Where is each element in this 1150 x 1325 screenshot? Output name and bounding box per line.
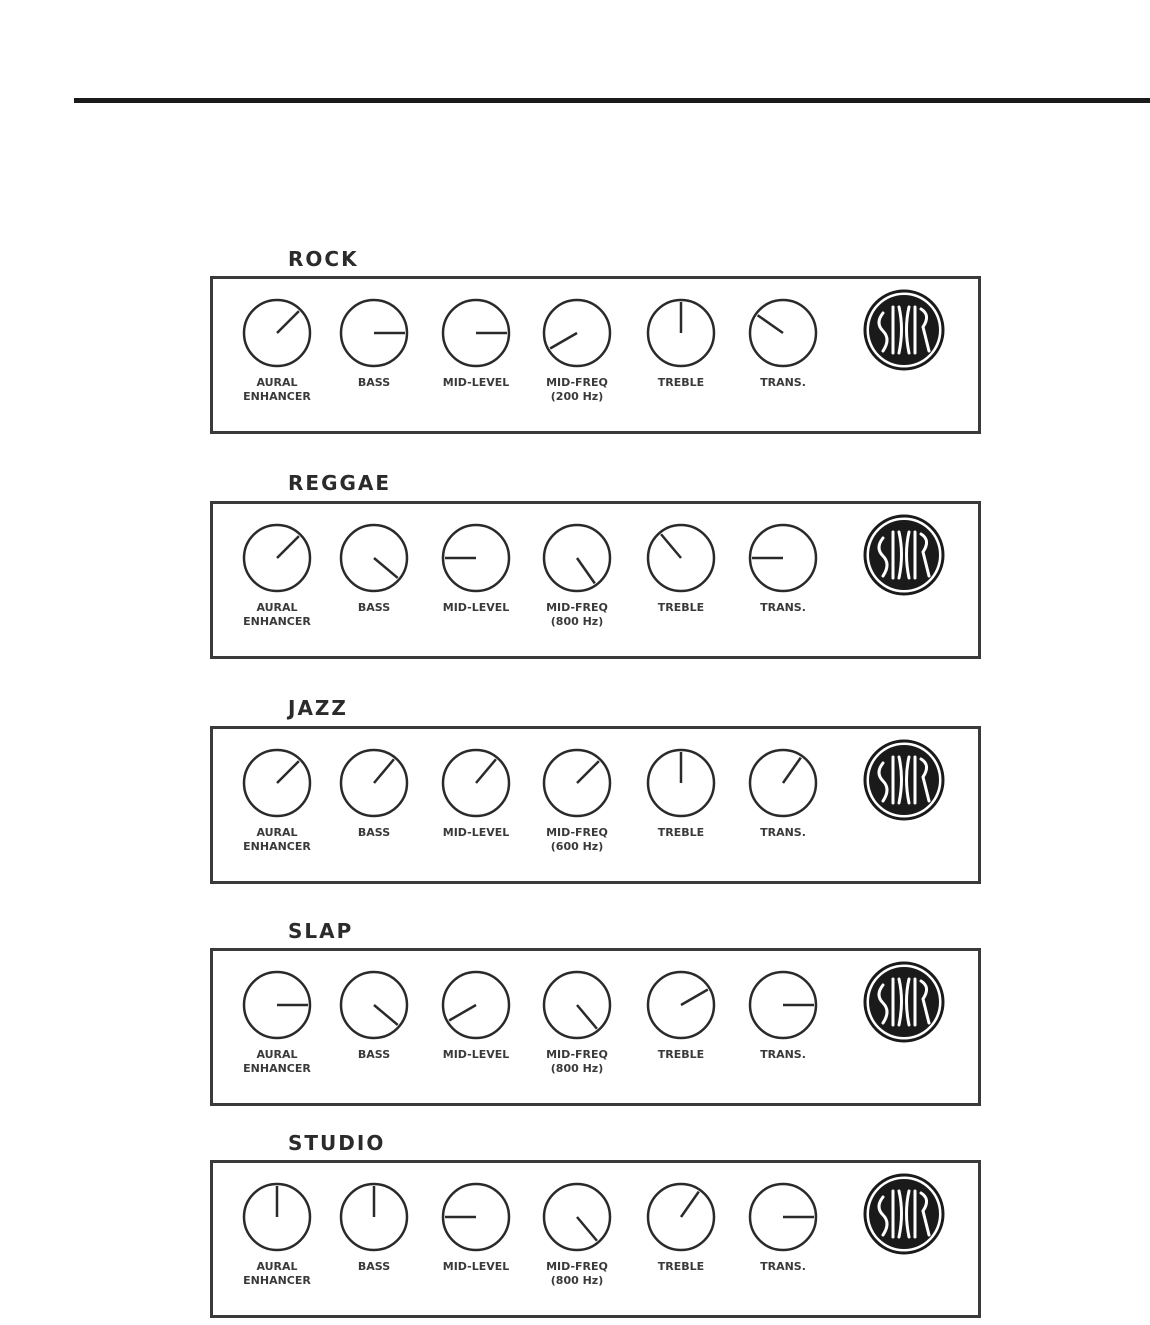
knob: [338, 297, 410, 369]
knob-label: [222, 1048, 332, 1076]
knob-label-line1: MID-LEVEL: [442, 1260, 510, 1273]
knob-label: [222, 376, 332, 404]
knob-label-line1: MID-FREQ: [546, 826, 608, 839]
knob-label-line2: ENHANCER: [243, 1062, 311, 1075]
knob-label: [319, 1048, 429, 1062]
knob-label-line2: ENHANCER: [243, 1274, 311, 1287]
knob-label-line1: TREBLE: [657, 601, 705, 614]
knob-label-line2: ENHANCER: [243, 390, 311, 403]
knob-label-line1: MID-FREQ: [546, 1048, 608, 1061]
preset-title: ROCK: [288, 247, 359, 271]
top-rule: [74, 98, 1150, 103]
knob-label-line1: TRANS.: [760, 1260, 806, 1273]
knob-label: [728, 601, 838, 615]
swr-logo: [863, 1173, 945, 1255]
knob: [645, 1181, 717, 1253]
knob: [541, 969, 613, 1041]
knob-label: [728, 826, 838, 840]
knob: [747, 297, 819, 369]
knob-label: [222, 601, 332, 629]
knob-label-line1: BASS: [357, 1048, 391, 1061]
knob: [541, 1181, 613, 1253]
knob-label: [626, 1048, 736, 1062]
preset-title: REGGAE: [288, 471, 392, 495]
knob-label-line1: MID-LEVEL: [442, 1048, 510, 1061]
knob: [338, 1181, 410, 1253]
knob: [440, 747, 512, 819]
knob-label-line1: AURAL: [256, 376, 298, 389]
swr-logo: [863, 289, 945, 371]
knob: [747, 747, 819, 819]
knob-label-line1: MID-FREQ: [546, 1260, 608, 1273]
swr-logo: [863, 961, 945, 1043]
knob: [440, 522, 512, 594]
knob: [440, 1181, 512, 1253]
preset-title: STUDIO: [288, 1131, 386, 1155]
knob-label-line1: AURAL: [256, 1260, 298, 1273]
knob: [645, 297, 717, 369]
knob-label-line1: AURAL: [256, 1048, 298, 1061]
preset-panel: [210, 948, 981, 1106]
knob-label-line2: (600 Hz): [550, 840, 604, 853]
knob-label: [421, 601, 531, 615]
knob: [338, 747, 410, 819]
knob-label-line1: TRANS.: [760, 601, 806, 614]
preset-panel: [210, 1160, 981, 1318]
knob-label: [522, 826, 632, 854]
knob: [645, 747, 717, 819]
knob: [440, 297, 512, 369]
knob-label-line1: TREBLE: [657, 1260, 705, 1273]
knob: [241, 297, 313, 369]
knob-label-line1: BASS: [357, 601, 391, 614]
knob-label: [421, 826, 531, 840]
knob-label: [522, 1048, 632, 1076]
knob-label-line2: (800 Hz): [550, 1274, 604, 1287]
knob-label: [319, 376, 429, 390]
knob-label-line2: ENHANCER: [243, 615, 311, 628]
knob: [541, 297, 613, 369]
knob-label: [728, 1048, 838, 1062]
preset-title: SLAP: [288, 919, 354, 943]
knob: [338, 969, 410, 1041]
knob: [241, 969, 313, 1041]
knob: [241, 747, 313, 819]
knob-label: [626, 601, 736, 615]
knob-label-line1: TRANS.: [760, 1048, 806, 1061]
knob-label: [319, 601, 429, 615]
knob-label-line1: BASS: [357, 376, 391, 389]
preset-panel: [210, 276, 981, 434]
knob: [541, 747, 613, 819]
knob-label-line1: MID-FREQ: [546, 601, 608, 614]
knob-label: [626, 1260, 736, 1274]
knob: [338, 522, 410, 594]
knob: [747, 522, 819, 594]
knob-label: [728, 1260, 838, 1274]
knob: [645, 969, 717, 1041]
knob-label: [728, 376, 838, 390]
knob-label-line1: TRANS.: [760, 826, 806, 839]
preset-title: JAZZ: [288, 696, 348, 720]
knob-label-line2: ENHANCER: [243, 840, 311, 853]
knob-label-line1: TREBLE: [657, 376, 705, 389]
swr-logo: [863, 739, 945, 821]
knob-label: [626, 826, 736, 840]
knob-label: [222, 1260, 332, 1288]
knob-label: [421, 1260, 531, 1274]
knob-label-line1: MID-FREQ: [546, 376, 608, 389]
knob: [747, 1181, 819, 1253]
knob-label: [319, 826, 429, 840]
knob-label: [522, 1260, 632, 1288]
knob-label-line1: MID-LEVEL: [442, 826, 510, 839]
knob-label-line1: BASS: [357, 826, 391, 839]
knob-label-line1: TREBLE: [657, 1048, 705, 1061]
knob: [747, 969, 819, 1041]
knob-label-line2: (200 Hz): [550, 390, 604, 403]
knob: [440, 969, 512, 1041]
knob-label-line1: BASS: [357, 1260, 391, 1273]
knob-label-line1: AURAL: [256, 601, 298, 614]
knob-label: [522, 376, 632, 404]
swr-logo: [863, 514, 945, 596]
knob-label-line1: AURAL: [256, 826, 298, 839]
knob: [541, 522, 613, 594]
knob-label: [626, 376, 736, 390]
knob: [241, 522, 313, 594]
knob-label-line2: (800 Hz): [550, 1062, 604, 1075]
knob-label-line2: (800 Hz): [550, 615, 604, 628]
knob-label-line1: MID-LEVEL: [442, 376, 510, 389]
knob-label: [222, 826, 332, 854]
preset-panel: [210, 726, 981, 884]
knob-label: [319, 1260, 429, 1274]
knob-label-line1: TRANS.: [760, 376, 806, 389]
knob-label: [522, 601, 632, 629]
knob-label-line1: TREBLE: [657, 826, 705, 839]
preset-panel: [210, 501, 981, 659]
knob-label: [421, 376, 531, 390]
knob: [241, 1181, 313, 1253]
knob-label: [421, 1048, 531, 1062]
knob-label-line1: MID-LEVEL: [442, 601, 510, 614]
knob: [645, 522, 717, 594]
